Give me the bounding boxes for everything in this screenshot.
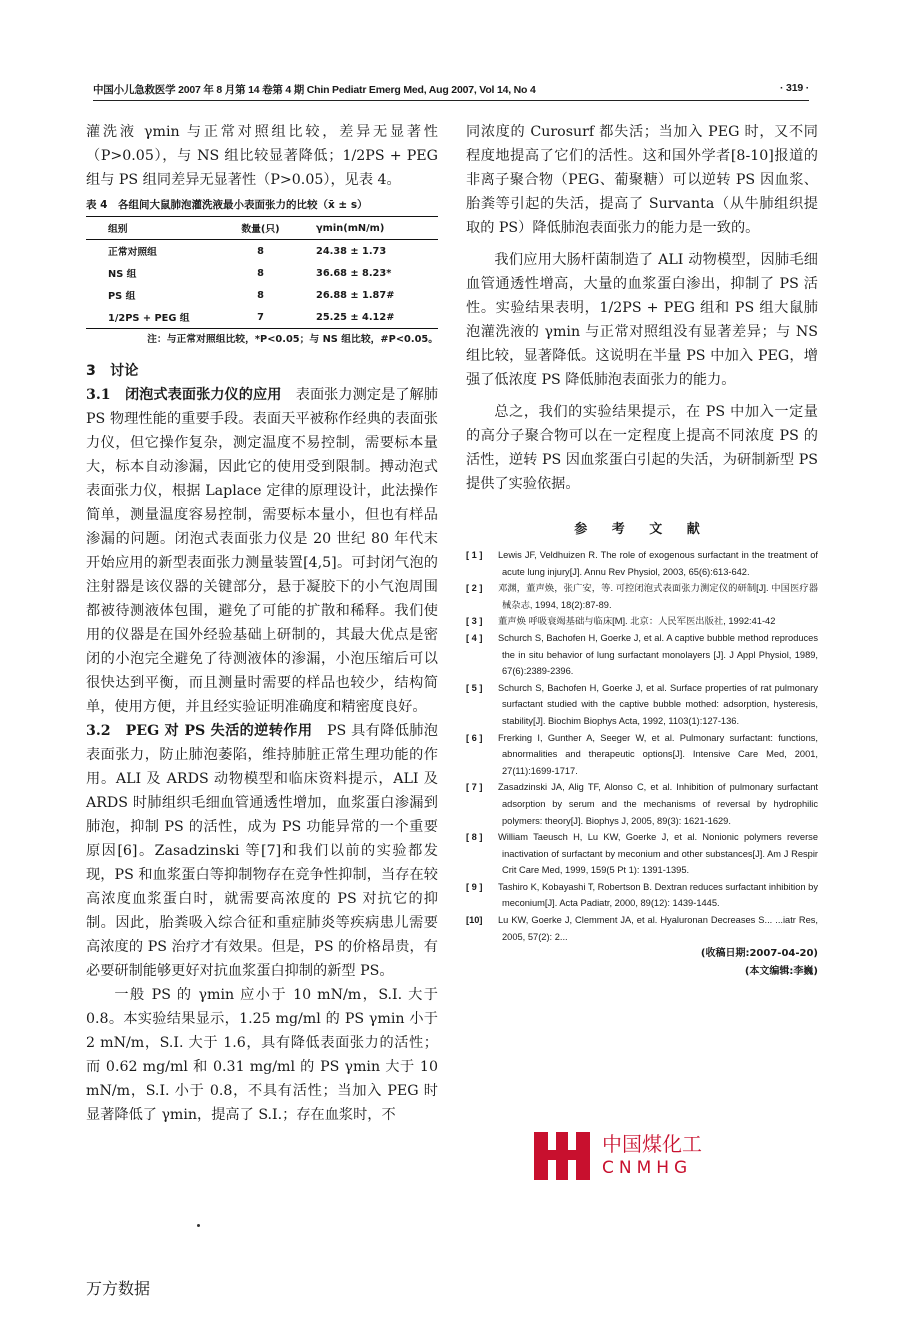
- table-cell: 正常对照组: [108, 247, 157, 258]
- table-header-group: 组别: [86, 217, 223, 240]
- paragraph-results-end: 灌洗液 γmin 与正常对照组比较，差异无显著性（P>0.05），与 NS 组比较显著降低；1/2PS + PEG 组与 PS 组同差异无显著性（P>0.05），见表 4。: [86, 124, 438, 188]
- paragraph-continued: 同浓度的 Curosurf 都失活；当加入 PEG 时，又不同程度地提高了它们的活性。这和国外学者[8-10]报道的非离子聚合物（PEG、葡聚糖）可以逆转 PS 因血浆、胎粪等引起的失活，提高了 Survanta（从牛肺组织提取的 PS）降低肺泡表面张力的能力是一致的。: [466, 124, 818, 236]
- watermark-en: CNMHG: [602, 1158, 693, 1178]
- left-column: [86, 120, 438, 1127]
- reference-item: [466, 779, 818, 829]
- reference-text: William Taeusch H, Lu KW, Goerke J, et al. Nonionic polymers reverse inactivation of surfactant by meconium and other substances[J]. Am J Respir Crit Care Med, 1999, 159(5 Pt 1): 1391-1395.: [498, 832, 818, 876]
- reference-item: [466, 630, 818, 680]
- table-header-gamma: γmin(mN/m): [298, 217, 438, 240]
- table-cell: 8: [257, 267, 264, 279]
- paragraph-conclusion: 总之，我们的实验结果提示，在 PS 中加入一定量的高分子聚合物可以在一定程度上提高不同浓度 PS 的活性，逆转 PS 因血浆蛋白引起的失活，为研制新型 PS 提供了实验依据。: [466, 404, 818, 492]
- table-note: 注：与正常对照组比较，*P<0.05；与 NS 组比较，#P<0.05。: [147, 334, 438, 345]
- subsection-body-3-2: PS 具有降低肺泡表面张力，防止肺泡萎陷，维持肺脏正常生理功能的作用。ALI 及 ARDS 动物模型和临床资料提示，ALI 及 ARDS 时肺组织毛细血管通透性增加，血浆蛋白渗漏到肺泡，抑制 PS 的活性，成为 PS 功能异常的一个重要原因[6]。Zasadzinski 等[7]和我们以前的实验都发现，PS 和血浆蛋白等抑制物存在竞争性抑制，当存在较高浓度血浆蛋白时，就需要高浓度的 PS 对抗它的抑制。因此，胎粪吸入综合征和重症肺炎等疾病患儿需要高浓度的 PS 治疗才有效果。但是，PS 的价格昂贵，有必要研制能够更好对抗血浆蛋白抑制的新型 PS。: [86, 723, 438, 979]
- table-row: [86, 284, 438, 306]
- reference-item: [466, 912, 818, 945]
- reference-number: [ 8 ]: [466, 832, 483, 843]
- paragraph-ali-model: 我们应用大肠杆菌制造了 ALI 动物模型，因肺毛细血管通透性增高，大量的血浆蛋白渗出，抑制了 PS 活性。实验结果表明，1/2PS + PEG 组和 PS 组大鼠肺泡灌洗液的 γmin 与正常对照组没有显著差异；与 NS 组比较，显著降低。这说明在半量 PS 中加入 PEG，增强了低浓度 PS 降低肺泡表面张力的能力。: [466, 252, 818, 388]
- subsection-body-3-1: 表面张力测定是了解肺 PS 物理性能的重要手段。表面天平被称作经典的表面张力仪，但它操作复杂，测定温度不易控制，需要标本量大，标本自动渗漏，因此它的使用受到限制。搏动泡式表面张力仪，根据 Laplace 定律的原理设计，此法操作简单，测量温度容易控制，需要标本量小，但也有样品渗漏的问题。闭泡式表面张力仪是 20 世纪 80 年代末开始应用的新型表面张力测量装置[4,5]。可封闭气泡的注射器是该仪器的关键部分，悬于凝胶下的小气泡周围都被待测液体包围，避免了可能的扩散和稀释。我们使用的仪器是在国外经验基础上研制的，其最大优点是密闭的小泡完全避免了待测液体的渗漏，小泡压缩后可以很快达到平衡，而且测量时需要的样品也较少，结构简单，使用方便，并且经实验证明准确度和精密度良好。: [86, 387, 438, 715]
- references-heading: 参 考 文 献: [574, 522, 710, 537]
- watermark: [532, 1128, 832, 1188]
- reference-item: [466, 829, 818, 879]
- reference-text: Lewis JF, Veldhuizen R. The role of exogenous surfactant in the treatment of acute lung injury[J]. Annu Rev Physiol, 2003, 65(6):613-642.: [498, 550, 818, 577]
- table-cell: 8: [257, 289, 264, 301]
- reference-item: [466, 547, 818, 580]
- watermark-cn: 中国煤化工: [602, 1132, 702, 1156]
- journal-citation: 中国小儿急救医学 2007 年 8 月第 14 卷第 4 期 Chin Pediatr Emerg Med, Aug 2007, Vol 14, No 4: [93, 84, 536, 96]
- table-row: [86, 262, 438, 284]
- page-number: · 319 ·: [780, 82, 809, 94]
- paragraph-3-1: [86, 383, 438, 719]
- reference-text: Tashiro K, Kobayashi T, Robertson B. Dextran reduces surfactant inhibition by meconium[J]. Acta Padiatr, 2000, 89(12): 1439-1445.: [498, 881, 818, 909]
- table-cell: NS 组: [108, 269, 137, 280]
- table-cell: 36.68 ± 8.23*: [316, 267, 392, 279]
- editor-note: (本文编辑:李巍): [744, 966, 818, 978]
- paragraph-3-2: [86, 719, 438, 983]
- reference-text: 董声焕 呼吸衰竭基础与临床[M]. 北京：人民军医出版社, 1992:41-42: [498, 616, 776, 627]
- table-header-count: 数量(只): [223, 217, 298, 240]
- reference-number: [ 1 ]: [466, 550, 483, 560]
- reference-list: [466, 547, 818, 945]
- results-table: [86, 216, 438, 329]
- reference-text: Schurch S, Bachofen H, Goerke J, et al. Surface properties of rat pulmonary surfactant studied with the captive bubble mothed: adsorption, hysteresis, stability[J]. Biochim Biophys Acta, 1992, 1103(1):127-136.: [498, 682, 818, 726]
- page-dot: [197, 1224, 200, 1227]
- reference-number: [ 6 ]: [466, 732, 483, 743]
- table-cell: PS 组: [108, 291, 136, 302]
- subsection-title-3-1: 3.1 闭泡式表面张力仪的应用: [86, 387, 282, 403]
- table-cell: 8: [257, 245, 264, 257]
- right-column: [466, 120, 818, 981]
- reference-item: [466, 613, 818, 630]
- table-cell: 1/2PS + PEG 组: [86, 306, 223, 329]
- table-caption: 表 4 各组间大鼠肺泡灌洗液最小表面张力的比较（x̄ ± s）: [86, 199, 368, 211]
- reference-number: [ 2 ]: [466, 583, 483, 594]
- reference-item: [466, 680, 818, 730]
- header-rule: [93, 100, 809, 101]
- table-row: [86, 306, 438, 329]
- reference-number: [ 4 ]: [466, 632, 483, 643]
- reference-item: [466, 580, 818, 613]
- footer-source: 万方数据: [86, 1279, 151, 1298]
- table-cell: 24.38 ± 1.73: [316, 245, 387, 257]
- reference-number: [ 5 ]: [466, 682, 483, 693]
- reference-item: [466, 879, 818, 912]
- table-cell: 26.88 ± 1.87#: [316, 289, 395, 301]
- reference-text: Zasadzinski JA, Alig TF, Alonso C, et al. Inhibition of pulmonary surfactant adsorption by serum and the mechanisms of reversal by hydrophilic polymers: theory[J]. Biophys J, 2005, 89(3): 1621-1629.: [498, 782, 818, 826]
- reference-text: Lu KW, Goerke J, Clemment JA, et al. Hyaluronan Decreases S... ...iatr Res, 2005, 57(2): 2...: [498, 915, 818, 942]
- reference-number: [ 3 ]: [466, 616, 483, 627]
- table-cell: 7: [223, 306, 298, 329]
- received-date: (收稿日期:2007-04-20): [700, 948, 818, 960]
- paragraph-gamma-min: 一般 PS 的 γmin 应小于 10 mN/m，S.I. 大于 0.8。本实验结果显示，1.25 mg/ml 的 PS γmin 小于 2 mN/m，S.I. 大于 1.6，具有降低表面张力的活性；而 0.62 mg/ml 和 0.31 mg/ml 的 PS γmin 大于 10 mN/m，S.I. 小于 0.8，不具有活性；当加入 PEG 时显著降低了 γmin，提高了 S.I.；存在血浆时，不: [86, 987, 438, 1123]
- reference-number: [ 7 ]: [466, 782, 483, 793]
- reference-text: Schurch S, Bachofen H, Goerke J, et al. A captive bubble method reproduces the in situ behavior of lung surfactant monolayers [J]. J Appl Physiol, 1989, 67(6):2389-2396.: [498, 632, 818, 677]
- table-row: [86, 240, 438, 263]
- reference-text: 邓渊，董声焕，张广安，等. 可控闭泡式表面张力测定仪的研制[J]. 中国医疗器械杂志, 1994, 18(2):87-89.: [498, 583, 818, 610]
- reference-number: [10]: [466, 915, 483, 926]
- section-heading-discussion: 3 讨论: [86, 363, 139, 379]
- subsection-title-3-2: 3.2 PEG 对 PS 失活的逆转作用: [86, 723, 313, 739]
- watermark-logo-icon: [532, 1128, 592, 1184]
- reference-number: [ 9 ]: [466, 881, 483, 892]
- reference-item: [466, 730, 818, 780]
- reference-text: Frerking I, Gunther A, Seeger W, et al. Pulmonary surfactant: functions, abnormalities and therapeutic options[J]. Intensive Care Med, 2001, 27(11):1699-1717.: [498, 732, 818, 776]
- table-cell: 25.25 ± 4.12#: [298, 306, 438, 329]
